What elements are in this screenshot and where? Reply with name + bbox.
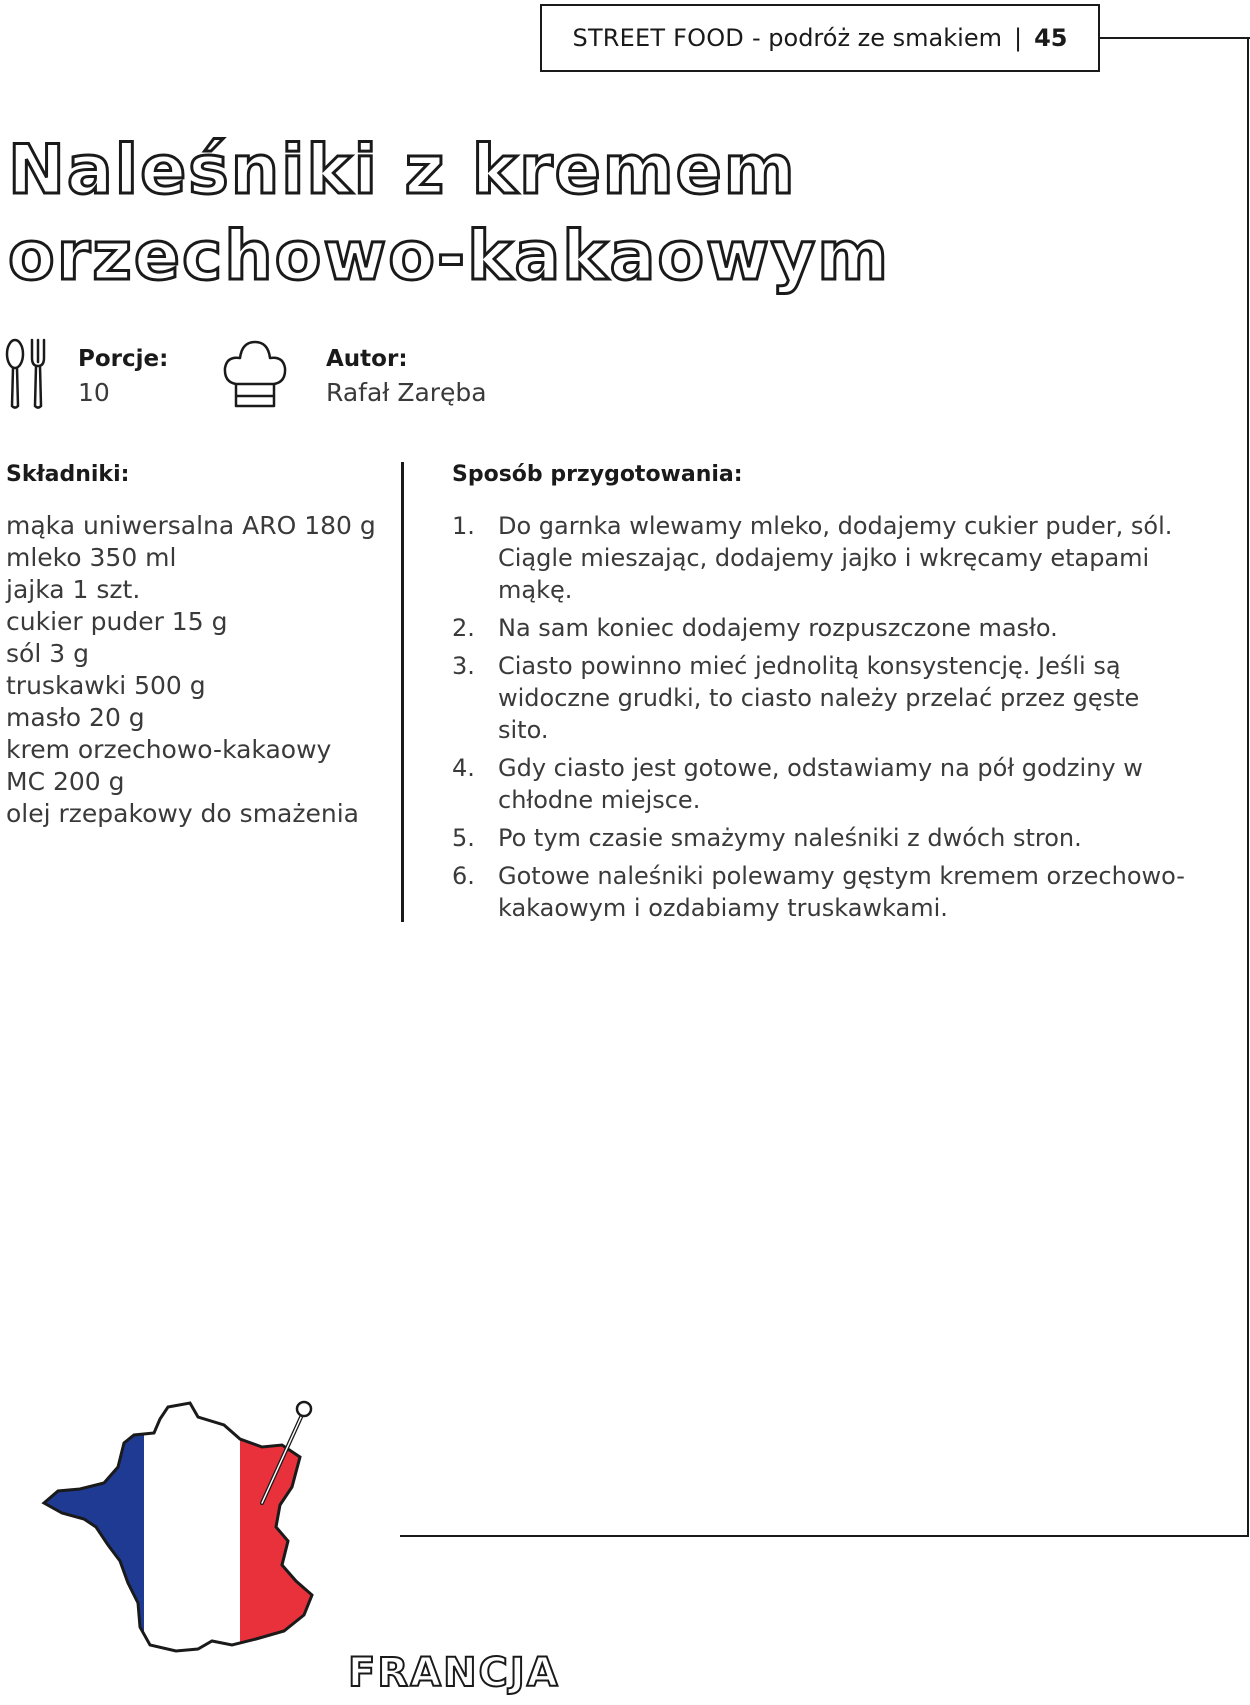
recipe-title bbox=[8, 128, 890, 300]
ingredient-item: krem orzechowo-kakaowy bbox=[6, 735, 332, 764]
step-number: 3. bbox=[452, 652, 475, 680]
frame-right-line bbox=[1247, 37, 1249, 1537]
step-item bbox=[452, 752, 1192, 816]
ingredient-item: cukier puder 15 g bbox=[6, 607, 228, 636]
step-item bbox=[452, 612, 1192, 644]
frame-bottom-line bbox=[400, 1535, 1249, 1537]
step-text: Gdy ciasto jest gotowe, odstawiamy na pół godziny w chłodne miejsce. bbox=[498, 754, 1143, 814]
ingredients-list bbox=[6, 510, 386, 830]
france-flag-map-icon bbox=[0, 1395, 360, 1655]
ingredients-heading: Składniki: bbox=[6, 462, 130, 487]
chef-hat-icon bbox=[222, 338, 288, 410]
ingredient-item: jajka 1 szt. bbox=[6, 575, 141, 604]
step-text: Do garnka wlewamy mleko, dodajemy cukier puder, sól. Ciągle mieszając, dodajemy jajko i wkręcamy etapami mąkę. bbox=[498, 512, 1173, 604]
ingredient-item: olej rzepakowy do smażenia bbox=[6, 799, 359, 828]
preparation-heading: Sposób przygotowania: bbox=[452, 462, 743, 487]
step-text: Na sam koniec dodajemy rozpuszczone masło. bbox=[498, 614, 1058, 642]
step-text: Ciasto powinno mieć jednolitą konsystencję. Jeśli są widoczne grudki, to ciasto należy przelać przez gęste sito. bbox=[498, 652, 1140, 744]
step-number: 2. bbox=[452, 614, 475, 642]
ingredient-item: mąka uniwersalna ARO 180 g bbox=[6, 511, 376, 540]
running-header bbox=[540, 4, 1100, 72]
ingredient-item: truskawki 500 g bbox=[6, 671, 206, 700]
book-title: STREET FOOD bbox=[572, 24, 744, 52]
flag-red-stripe bbox=[240, 1395, 360, 1655]
flag-blue-stripe bbox=[0, 1395, 144, 1655]
preparation-steps bbox=[452, 510, 1192, 930]
step-number: 6. bbox=[452, 862, 475, 890]
page-number: 45 bbox=[1034, 24, 1068, 52]
author-value: Rafał Zaręba bbox=[326, 378, 487, 407]
step-item bbox=[452, 860, 1192, 924]
recipe-title-line1: Naleśniki z kremem bbox=[8, 131, 797, 210]
ingredient-item: MC 200 g bbox=[6, 767, 125, 796]
step-item bbox=[452, 650, 1192, 746]
column-divider bbox=[401, 462, 404, 922]
servings-value: 10 bbox=[78, 378, 110, 407]
ingredient-item: mleko 350 ml bbox=[6, 543, 177, 572]
flag-white-stripe bbox=[144, 1395, 240, 1655]
step-text: Po tym czasie smażymy naleśniki z dwóch stron. bbox=[498, 824, 1082, 852]
servings-label: Porcje: bbox=[78, 346, 169, 372]
country-name: FRANCJA bbox=[348, 1650, 560, 1696]
step-number: 5. bbox=[452, 824, 475, 852]
step-number: 1. bbox=[452, 512, 475, 540]
step-number: 4. bbox=[452, 754, 475, 782]
book-subtitle: - podróż ze smakiem bbox=[751, 24, 1002, 52]
recipe-title-line2: orzechowo-kakaowym bbox=[8, 217, 891, 296]
cutlery-icon bbox=[4, 338, 48, 410]
ingredient-item: sól 3 g bbox=[6, 639, 89, 668]
frame-top-line bbox=[1100, 37, 1250, 39]
step-item bbox=[452, 510, 1192, 606]
ingredient-item: masło 20 g bbox=[6, 703, 145, 732]
author-label: Autor: bbox=[326, 346, 408, 372]
step-item bbox=[452, 822, 1192, 854]
step-text: Gotowe naleśniki polewamy gęstym kremem orzechowo-kakaowym i ozdabiamy truskawkami. bbox=[498, 862, 1185, 922]
header-separator: | bbox=[1013, 24, 1023, 52]
